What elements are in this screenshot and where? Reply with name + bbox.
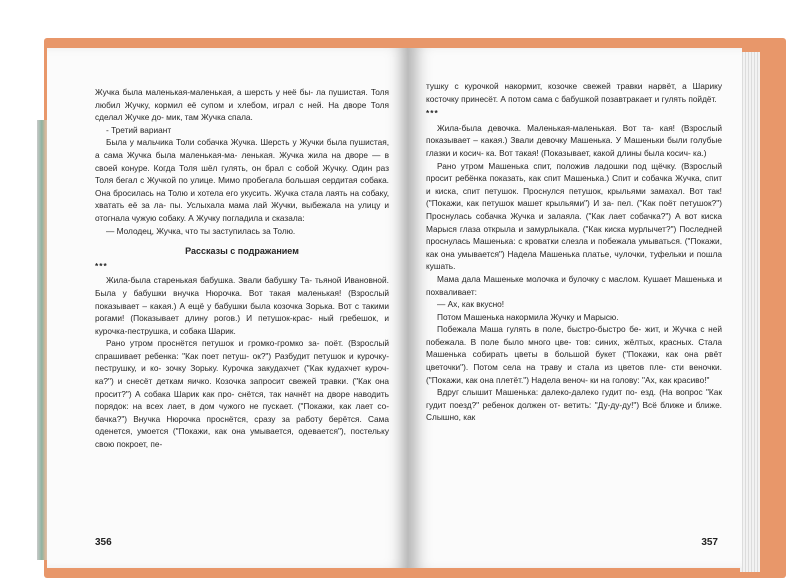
right-page-number: 357 <box>701 537 718 548</box>
paragraph: - Третий вариант <box>106 124 172 135</box>
paragraph: Мама дала Машеньке молочка и булочку с маслом. Кушает Машенька и похваливает: <box>426 273 722 297</box>
left-page <box>47 48 411 568</box>
paragraph: Вдруг слышит Машенька: далеко-далеко гудит по- езд. (На вопрос "Как гудит поезд?" ребенок должен от- ветить: "Ду-ду-ду!") Всё ближе и ближе. Слышно, как <box>426 387 722 423</box>
left-page-text <box>95 86 389 451</box>
paragraph: Жила-была старенькая бабушка. Звали бабушку Та- тьяной Ивановной. Была у бабушки внучка Нюрочка. Вот такая маленькая! (Взрослый показывает – какая.) А ещё у бабушки была козочка Зорька. Вот с такими рогами! (Показывает длину рогов.) И петушок-крас- ный гребешок, и курочка-пеструшка, и собака Шарик. <box>95 275 389 336</box>
paragraph: Жила-была девочка. Маленькая-маленькая. Вот та- кая! (Взрослый показывает – какая.) Звали девочку Машенька. У Машеньки были голубые глазки и косич- ка. Вот такая! (Показывает, какой длины была косич- ка.) <box>426 122 722 158</box>
paragraph: Рано утром Машенька спит, положив ладошки под щёчку. (Взрослый просит ребёнка показать, как спит Машенька.) Спит и собачка Жучка, спит и киска, спит петушок. Проснулся петушок, крыльями замахал. Вот так! ("Покажи, как петушок машет крыльями") И за- пел. ("Как поёт петушок?") Проснулась собачка Жучка и залаяла. ("Как лает собачка?") А вот киска Марыся глаза открыла и замурлыкала. ("Как киска мурлычет?") Последней проснулась Машенька: с кроватки слезла и побежала умываться. ("Покажи, как она умывается") Надела Машенька платье, чулочки, туфельки и пошла кушать. <box>426 160 722 272</box>
paragraph: Побежала Маша гулять в поле, быстро-быстро бе- жит, и Жучка с ней побежала. В поле было много цве- тов: синих, жёлтых, красных. Стала Машенька собирать цветы в большой букет ("Покажи, как она рвёт цветочки"). Потом села на траву и стала из цветов пле- сти веночки. ("Покажи, как она плетёт.") Надела веноч- ки на голову: "Ах, как красиво!" <box>426 324 722 385</box>
paragraph: Была у мальчика Толи собачка Жучка. Шерсть у Жучки была пушистая, а сама Жучка была маленькая-ма- ленькая. Жучка жила на дворе — в своей конуре. Когда Толя шёл гулять, он брал с собой Жучку. Один раз Толя бегал с Жучкой по улице. Мимо пробегала большая сердитая собака. Она бросилась на Толю и хотела его укусить. Жучка стала лаять на собаку, хватать её за ла- пы. Услыхала мама лай Жучки, выбежала на улицу и отогнала чужую собаку. А Жучку погладила и сказала: <box>95 137 389 223</box>
right-page <box>408 48 742 568</box>
section-separator: *** <box>95 260 108 271</box>
section-separator: *** <box>426 108 439 119</box>
paragraph: Жучка была маленькая-маленькая, а шерсть у неё бы- ла пушистая. Толя любил Жучку, кормил её супом и хлебом, играл с ней. На дворе Толя сделал Жучке до- мик, там Жучка спала. <box>95 87 389 123</box>
left-page-number: 356 <box>95 537 112 548</box>
page-stack-edge-right <box>740 52 760 572</box>
right-page-text <box>426 80 722 424</box>
paragraph: Рано утром проснётся петушок и громко-громко за- поёт. (Взрослый спрашивает ребенка: "Как поет петуш- ок?") Разбудит петушок и курочку-пеструшку, и ко- зочку Зорьку. Курочка закудахчет ("Как кудахчет куроч- ка?") и снесёт деткам яичко. Козочка запросит свежей травки. ("Как она просит?") А собака Шарик как про- снётся, так начнёт на дворе наводить порядок: на всех лает, в дом чужого не пускает. ("Покажи, как лает со- бачка?") Внучка Нюрочка проснётся, сразу за работу берётся. Сама оденется, умоется ("Покажи, как она умывается, одевается"), постельку свою покроет, пе- <box>95 338 389 450</box>
paragraph: — Молодец, Жучка, что ты заступилась за Толю. <box>106 225 296 236</box>
paragraph: — Ах, как вкусно! <box>437 299 505 310</box>
section-heading: Рассказы с подражанием <box>185 246 299 257</box>
paragraph: тушку с курочкой накормит, козочке свежей травки нарвёт, а Шарику косточку принесёт. А потом сама с бабушкой позавтракает и гулять пойдёт. <box>426 81 722 104</box>
paragraph: Потом Машенька накормила Жучку и Марысю. <box>437 311 619 322</box>
